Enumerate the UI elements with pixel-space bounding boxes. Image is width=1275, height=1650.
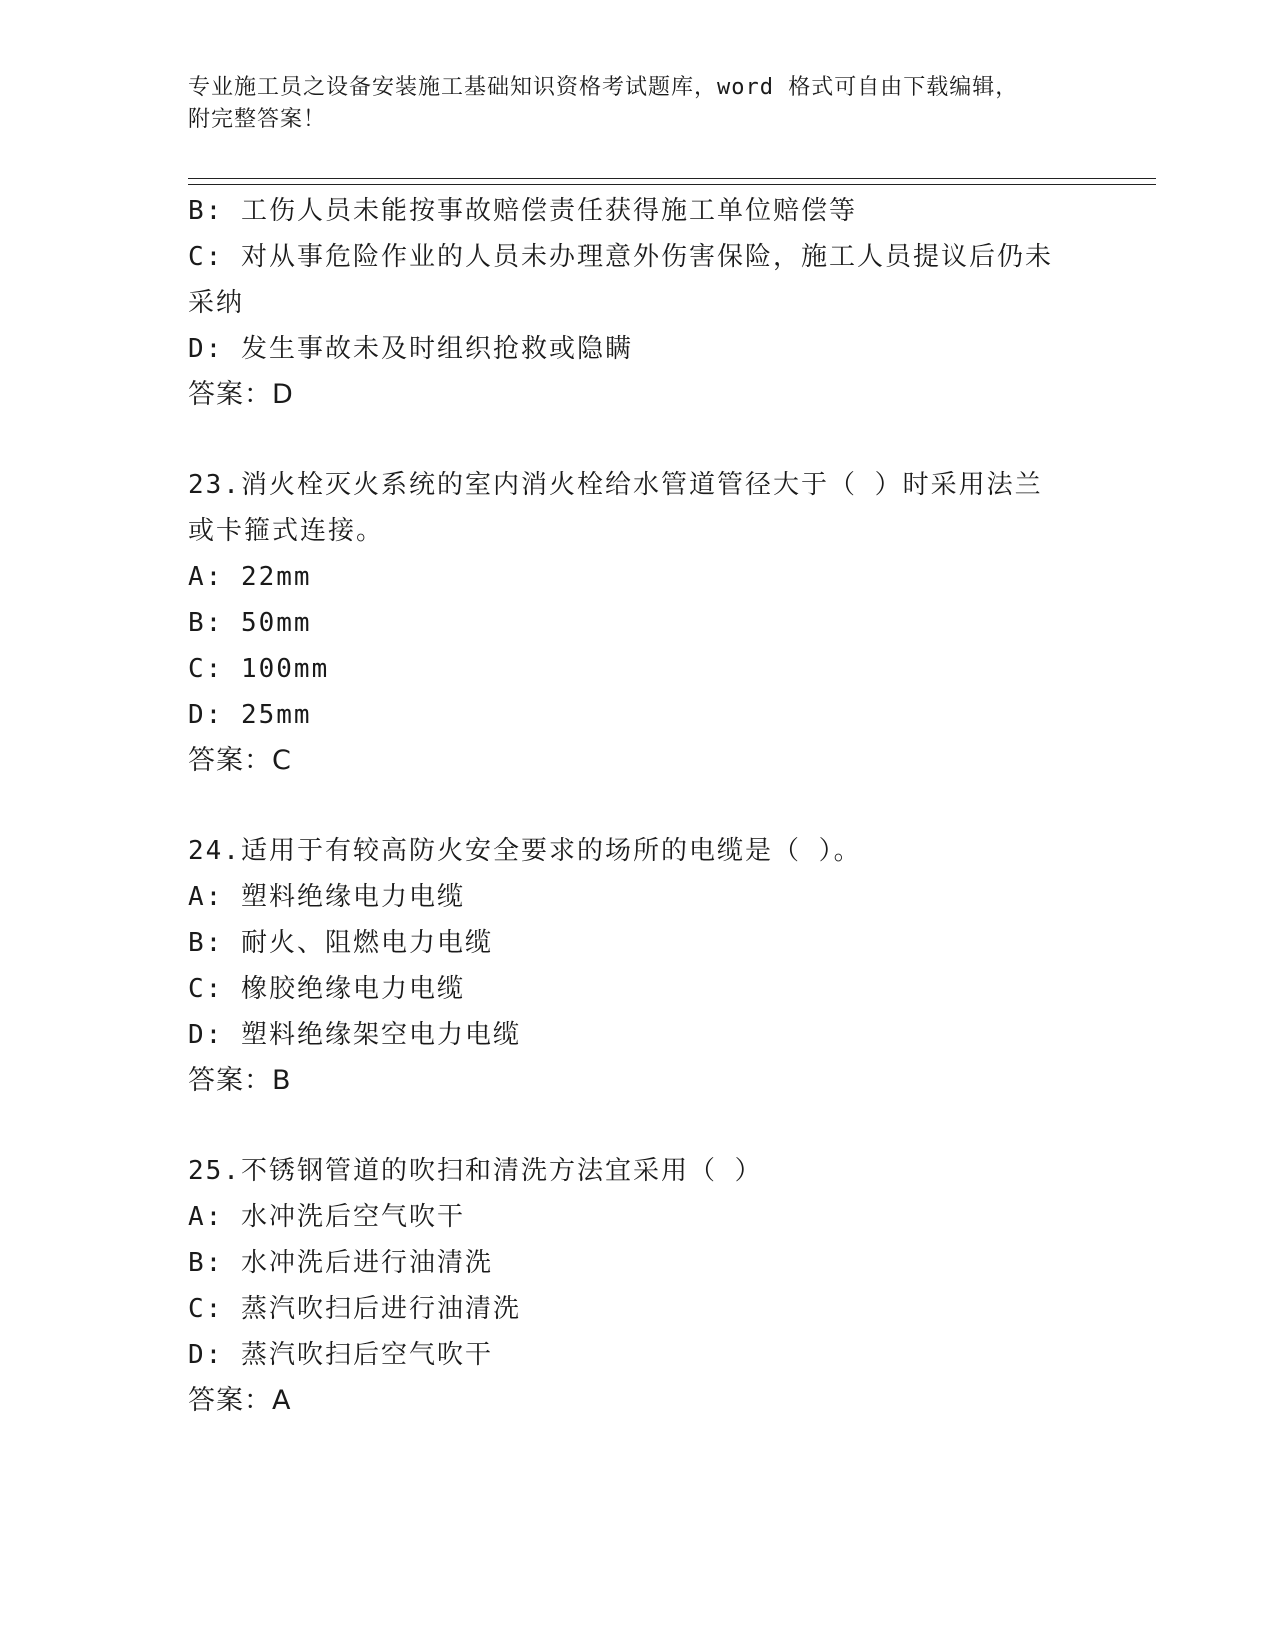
q24-answer: 答案：B [188, 1065, 292, 1096]
q23-answer: 答案：C [188, 745, 292, 776]
header-divider-top [188, 178, 1156, 179]
header-title-line-1: 专业施工员之设备安装施工基础知识资格考试题库，word 格式可自由下载编辑， [188, 75, 1019, 100]
question-22-continued [188, 188, 1088, 418]
q23-option-c: C: 100mm [188, 654, 330, 684]
q23-question-line-2: 或卡箍式连接。 [188, 516, 385, 546]
question-23 [188, 462, 1088, 784]
q23-option-a: A: 22mm [188, 562, 312, 592]
q24-option-b: B: 耐火、阻燃电力电缆 [188, 928, 493, 958]
q22-option-c-line-2: 采纳 [188, 288, 245, 318]
q25-option-d: D: 蒸汽吹扫后空气吹干 [188, 1340, 493, 1370]
q22-option-c-line-1: C: 对从事危险作业的人员未办理意外伤害保险，施工人员提议后仍未 [188, 242, 1053, 272]
spacer [188, 418, 1088, 462]
q24-question: 24.适用于有较高防火安全要求的场所的电缆是（ ）。 [188, 836, 862, 866]
q23-option-b: B: 50mm [188, 608, 312, 638]
spacer [188, 1104, 1088, 1148]
q24-option-a: A: 塑料绝缘电力电缆 [188, 882, 465, 912]
q23-option-d: D: 25mm [188, 700, 312, 730]
q22-option-d: D: 发生事故未及时组织抢救或隐瞒 [188, 334, 633, 364]
q25-question: 25.不锈钢管道的吹扫和清洗方法宜采用（ ） [188, 1156, 763, 1186]
document-header [188, 72, 1068, 136]
header-divider-bottom [188, 184, 1156, 185]
q25-option-a: A: 水冲洗后空气吹干 [188, 1202, 465, 1232]
q23-question-line-1: 23.消火栓灭火系统的室内消火栓给水管道管径大于（ ）时采用法兰 [188, 470, 1043, 500]
q24-option-d: D: 塑料绝缘架空电力电缆 [188, 1020, 521, 1050]
header-title-line-2: 附完整答案！ [188, 107, 327, 132]
q25-option-c: C: 蒸汽吹扫后进行油清洗 [188, 1294, 521, 1324]
q25-option-b: B: 水冲洗后进行油清洗 [188, 1248, 493, 1278]
question-25 [188, 1148, 1088, 1424]
q24-option-c: C: 橡胶绝缘电力电缆 [188, 974, 465, 1004]
q25-answer: 答案：A [188, 1385, 292, 1416]
q22-answer: 答案：D [188, 379, 294, 410]
spacer [188, 784, 1088, 828]
q22-option-b: B: 工伤人员未能按事故赔偿责任获得施工单位赔偿等 [188, 196, 857, 226]
question-24 [188, 828, 1088, 1104]
question-list [188, 188, 1088, 1424]
